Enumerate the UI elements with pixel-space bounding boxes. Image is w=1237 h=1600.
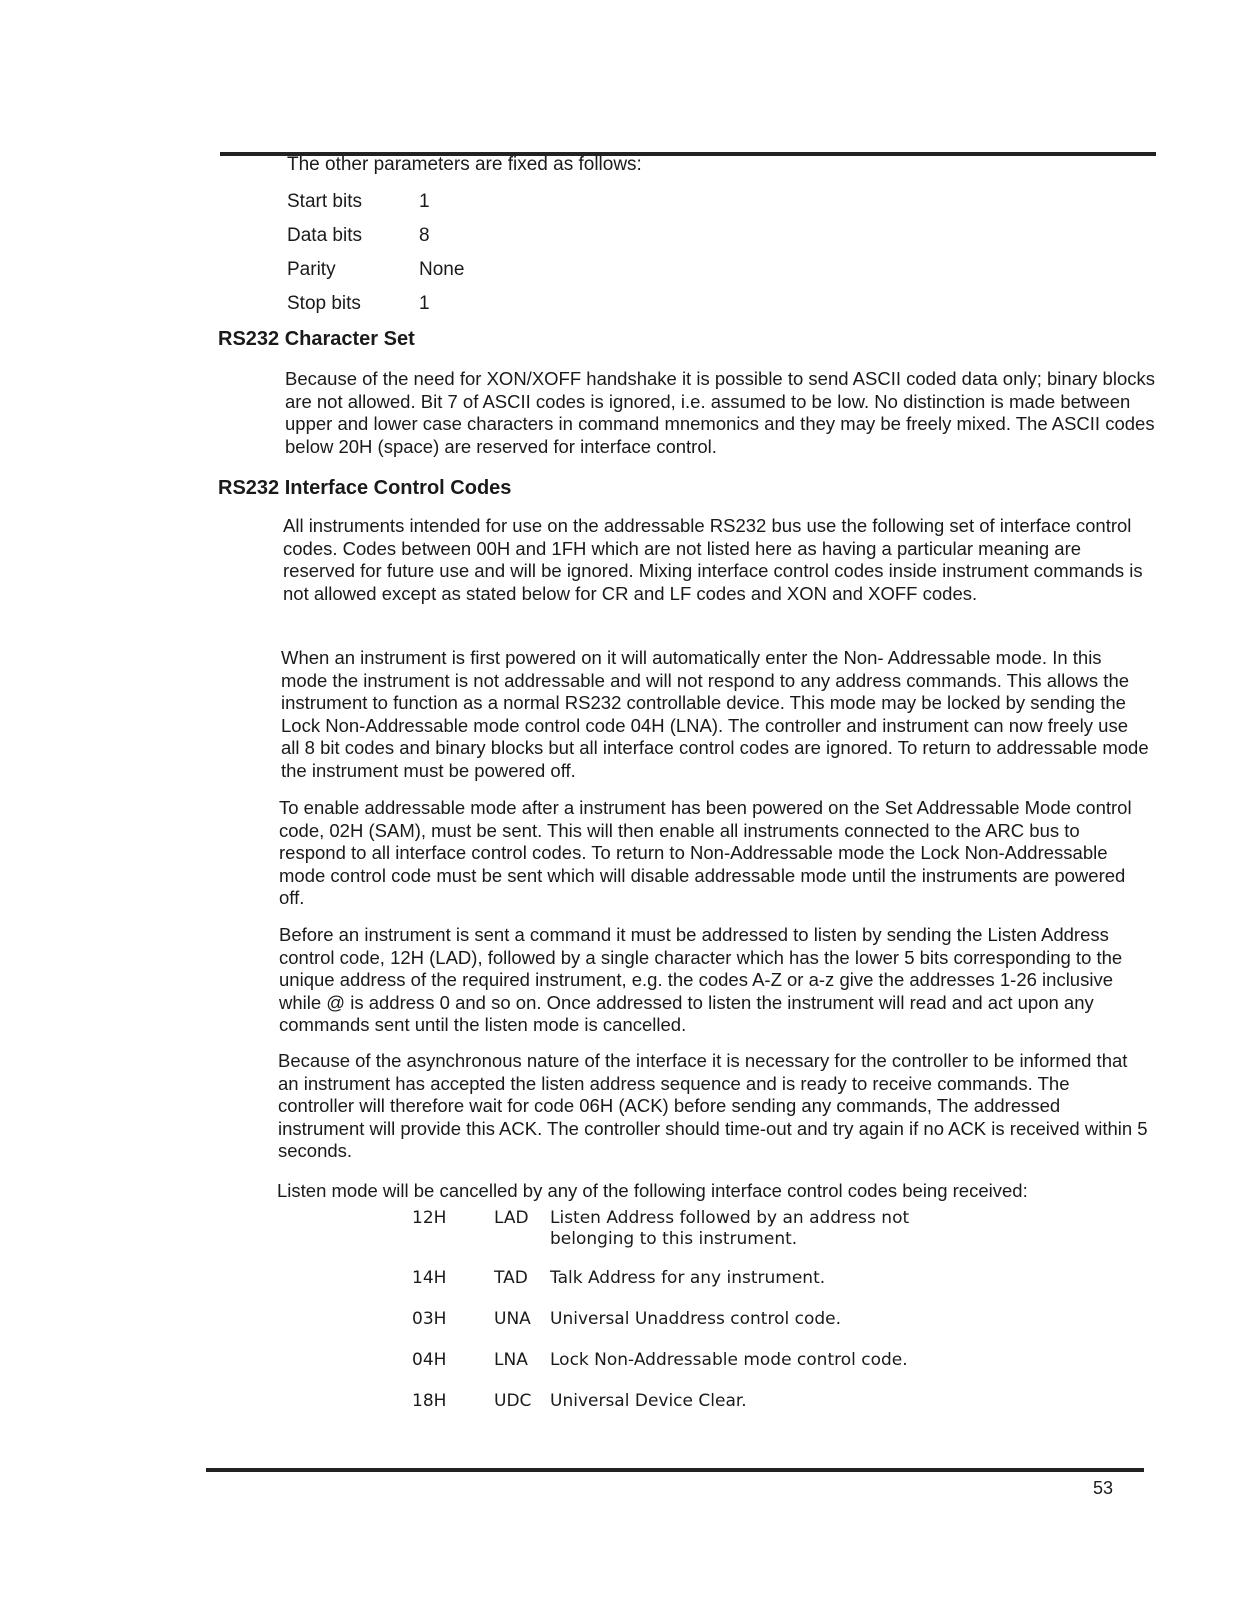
interface-heading: RS232 Interface Control Codes [218, 477, 512, 499]
parameter-value: None [419, 259, 465, 280]
code-hex: 04H [412, 1350, 447, 1370]
interface-paragraph-2: When an instrument is first powered on it will automatically enter the Non- Addressable mode. In this mode the instrument is not addressable and will not respond to any address commands. This allows the instrument to function as a normal RS232 controllable device. This mode may be locked by sending the Lock Non-Addressable mode control code 04H (LNA). The controller and instrument can now freely use all 8 bit codes and binary blocks but all interface control codes are ignored. To return to addressable mode the instrument must be powered off. [281, 647, 1149, 781]
control-code-row [412, 1208, 940, 1250]
parameter-name: Start bits [287, 191, 362, 212]
parameter-name: Parity [287, 259, 336, 280]
intro-text: The other parameters are fixed as follows: [287, 154, 642, 175]
charset-heading: RS232 Character Set [218, 328, 415, 350]
interface-paragraph-1: All instruments intended for use on the addressable RS232 bus use the following set of interface control codes. Codes between 00H and 1FH which are not listed here as having a particular meaning are reserved for future use and will be ignored. Mixing interface control codes inside instrument commands is not allowed except as stated below for CR and LF codes and XON and XOFF codes. [283, 515, 1143, 604]
control-code-row [412, 1391, 940, 1412]
parameter-row [287, 253, 464, 287]
parameter-row [287, 219, 464, 253]
bottom-rule [206, 1468, 1144, 1472]
parameter-value: 1 [419, 191, 430, 212]
code-mnemonic: UDC [494, 1391, 532, 1411]
parameter-value: 1 [419, 293, 430, 314]
code-description: Lock Non-Addressable mode control code. [550, 1350, 908, 1370]
code-mnemonic: UNA [494, 1309, 531, 1329]
code-description: Listen Address followed by an address not belonging to this instrument. [550, 1208, 910, 1249]
code-hex: 18H [412, 1391, 447, 1411]
code-mnemonic: TAD [494, 1268, 528, 1288]
code-hex: 03H [412, 1309, 447, 1329]
control-code-list [412, 1208, 940, 1412]
parameter-name: Stop bits [287, 293, 361, 314]
interface-paragraph-4: Before an instrument is sent a command it must be addressed to listen by sending the Listen Address control code, 12H (LAD), followed by a single character which has the lower 5 bits corresponding to the unique address of the required instrument, e.g. the codes A-Z or a-z give the addresses 1-26 inclusive while @ is address 0 and so on. Once addressed to listen the instrument will read and act upon any commands sent until the listen mode is cancelled. [279, 924, 1123, 1035]
charset-paragraph: Because of the need for XON/XOFF handshake it is possible to send ASCII coded data only; binary blocks are not allowed. Bit 7 of ASCII codes is ignored, i.e. assumed to be low. No distinction is made between upper and lower case characters in command mnemonics and they may be freely mixed. The ASCII codes below 20H (space) are reserved for interface control. [285, 368, 1155, 457]
control-code-row [412, 1350, 940, 1371]
parameter-row [287, 185, 464, 219]
code-mnemonic: LNA [494, 1350, 528, 1370]
control-code-row [412, 1309, 940, 1330]
code-hex: 12H [412, 1208, 447, 1228]
code-description: Universal Device Clear. [550, 1391, 747, 1411]
parameter-list [287, 185, 464, 321]
interface-paragraph-6: Listen mode will be cancelled by any of the following interface control codes being received: [277, 1180, 1028, 1201]
parameter-value: 8 [419, 225, 430, 246]
interface-paragraph-3: To enable addressable mode after a instrument has been powered on the Set Addressable Mode control code, 02H (SAM), must be sent. This will then enable all instruments connected to the ARC bus to respond to all interface control codes. To return to Non-Addressable mode the Lock Non-Addressable mode control code must be sent which will disable addressable mode until the instruments are powered off. [279, 797, 1132, 908]
code-description: Talk Address for any instrument. [550, 1268, 826, 1288]
interface-paragraph-5: Because of the asynchronous nature of the interface it is necessary for the controller to be informed that an instrument has accepted the listen address sequence and is ready to receive commands. The controller will therefore wait for code 06H (ACK) before sending any commands, The addressed instrument will provide this ACK. The controller should time-out and try again if no ACK is received within 5 seconds. [278, 1050, 1148, 1161]
page-number: 53 [1093, 1478, 1114, 1498]
parameter-row [287, 287, 464, 321]
code-description: Universal Unaddress control code. [550, 1309, 841, 1329]
code-hex: 14H [412, 1268, 447, 1288]
parameter-name: Data bits [287, 225, 362, 246]
code-mnemonic: LAD [494, 1208, 529, 1228]
control-code-row [412, 1268, 940, 1289]
